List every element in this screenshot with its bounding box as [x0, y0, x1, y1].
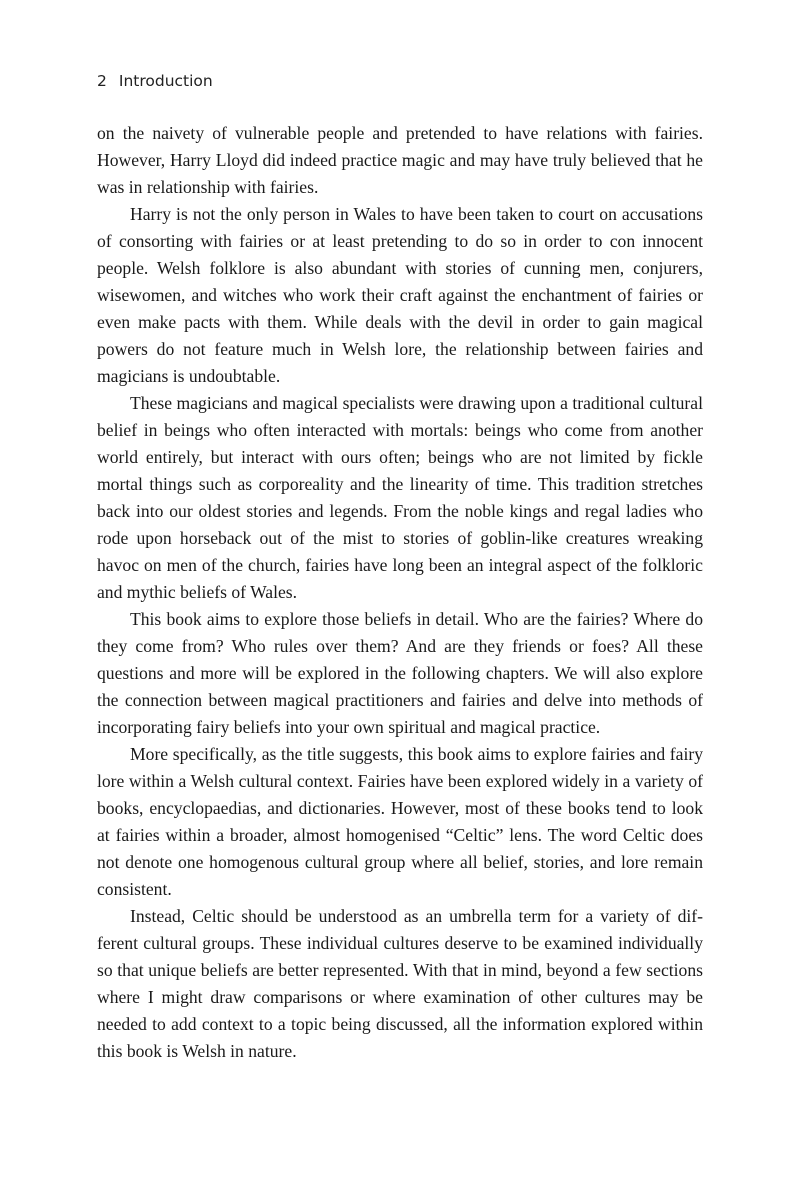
body-text — [97, 120, 703, 1065]
paragraph: Harry is not the only person in Wales to have been taken to court on accusations of consorting with fairies or at least pretending to do so in order to con innocent people. Welsh folklore is also abundant with stories of cunning men, conjurers, wisewomen, and witches who work their craft against the enchantment of fairies or even make pacts with them. While deals with the devil in order to gain magical powers do not feature much in Welsh lore, the relationship between fairies and magicians is undoubtable. — [97, 204, 703, 386]
paragraph: These magicians and magical specialists were drawing upon a traditional cultural belief in beings who often interacted with mortals: beings who come from another world entirely, but interact with ours often; beings who are not limited by fickle mortal things such as corporeality and the linearity of time. This tradition stretches back into our oldest stories and legends. From the noble kings and regal ladies who rode upon horseback out of the mist to stories of goblin-like creatures wreaking havoc on men of the church, fairies have long been an integral aspect of the folkloric and mythic beliefs of Wales. — [97, 393, 703, 602]
paragraph: More specifically, as the title suggests, this book aims to explore fairies and fairy lore within a Welsh cultural context. Fairies have been explored widely in a variety of books, encyclopaedias, and dictionaries. However, most of these books tend to look at fairies within a broader, almost homogenised “Celtic” lens. The word Celtic does not denote one homogenous cultural group where all belief, stories, and lore remain consistent. — [97, 744, 703, 899]
page-number: 2 — [97, 72, 107, 90]
paragraph-continuation: on the naivety of vulnerable people and pretended to have relations with fairies. However, Harry Lloyd did indeed practice magic and may have truly believed that he was in relationship with fairies. — [97, 123, 703, 197]
running-head — [97, 72, 213, 90]
paragraph: Instead, Celtic should be understood as an umbrella term for a variety of different cultural groups. These individual cultures deserve to be examined individually so that unique beliefs are better represented. With that in mind, beyond a few sections where I might draw comparisons or where examination of other cultures may be needed to add context to a topic being discussed, all the information explored within this book is Welsh in nature. — [97, 906, 703, 1061]
paragraph: This book aims to explore those beliefs in detail. Who are the fairies? Where do they come from? Who rules over them? And are they friends or foes? All these questions and more will be explored in the following chapters. We will also explore the connection between magical practitioners and fairies and delve into methods of incorporating fairy beliefs into your own spiritual and magical practice. — [97, 609, 703, 737]
chapter-title: Introduction — [118, 72, 213, 90]
